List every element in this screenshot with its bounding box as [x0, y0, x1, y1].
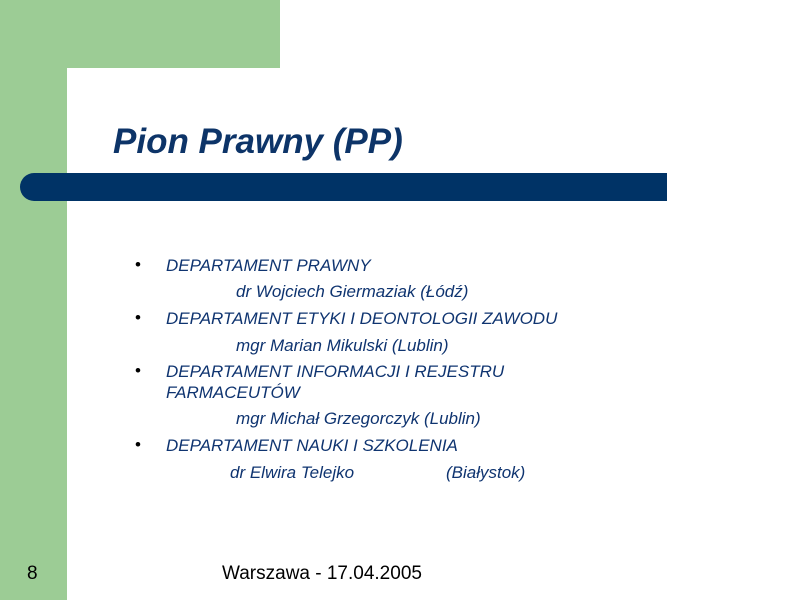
department-head: mgr Marian Mikulski (Lublin)	[236, 336, 449, 355]
department-name: DEPARTAMENT PRAWNY	[166, 256, 371, 275]
bullet-icon: •	[135, 308, 141, 327]
department-name: DEPARTAMENT INFORMACJI I REJESTRU	[166, 362, 505, 381]
bullet-icon: •	[135, 361, 141, 380]
department-head-city: (Białystok)	[446, 463, 526, 482]
slide-title: Pion Prawny (PP)	[113, 122, 403, 161]
bullet-icon: •	[135, 255, 141, 274]
slide-number: 8	[27, 563, 38, 584]
department-head-name: dr Elwira Telejko	[230, 463, 355, 482]
bullet-icon: •	[135, 435, 141, 454]
department-name-continued: FARMACEUTÓW	[166, 383, 300, 402]
department-head: mgr Michał Grzegorczyk (Lublin)	[236, 409, 481, 428]
department-name: DEPARTAMENT NAUKI I SZKOLENIA	[166, 436, 458, 455]
footer-text: Warszawa - 17.04.2005	[222, 563, 422, 584]
department-head: dr Wojciech Giermaziak (Łódź)	[236, 282, 469, 301]
department-name: DEPARTAMENT ETYKI I DEONTOLOGII ZAWODU	[166, 309, 558, 328]
